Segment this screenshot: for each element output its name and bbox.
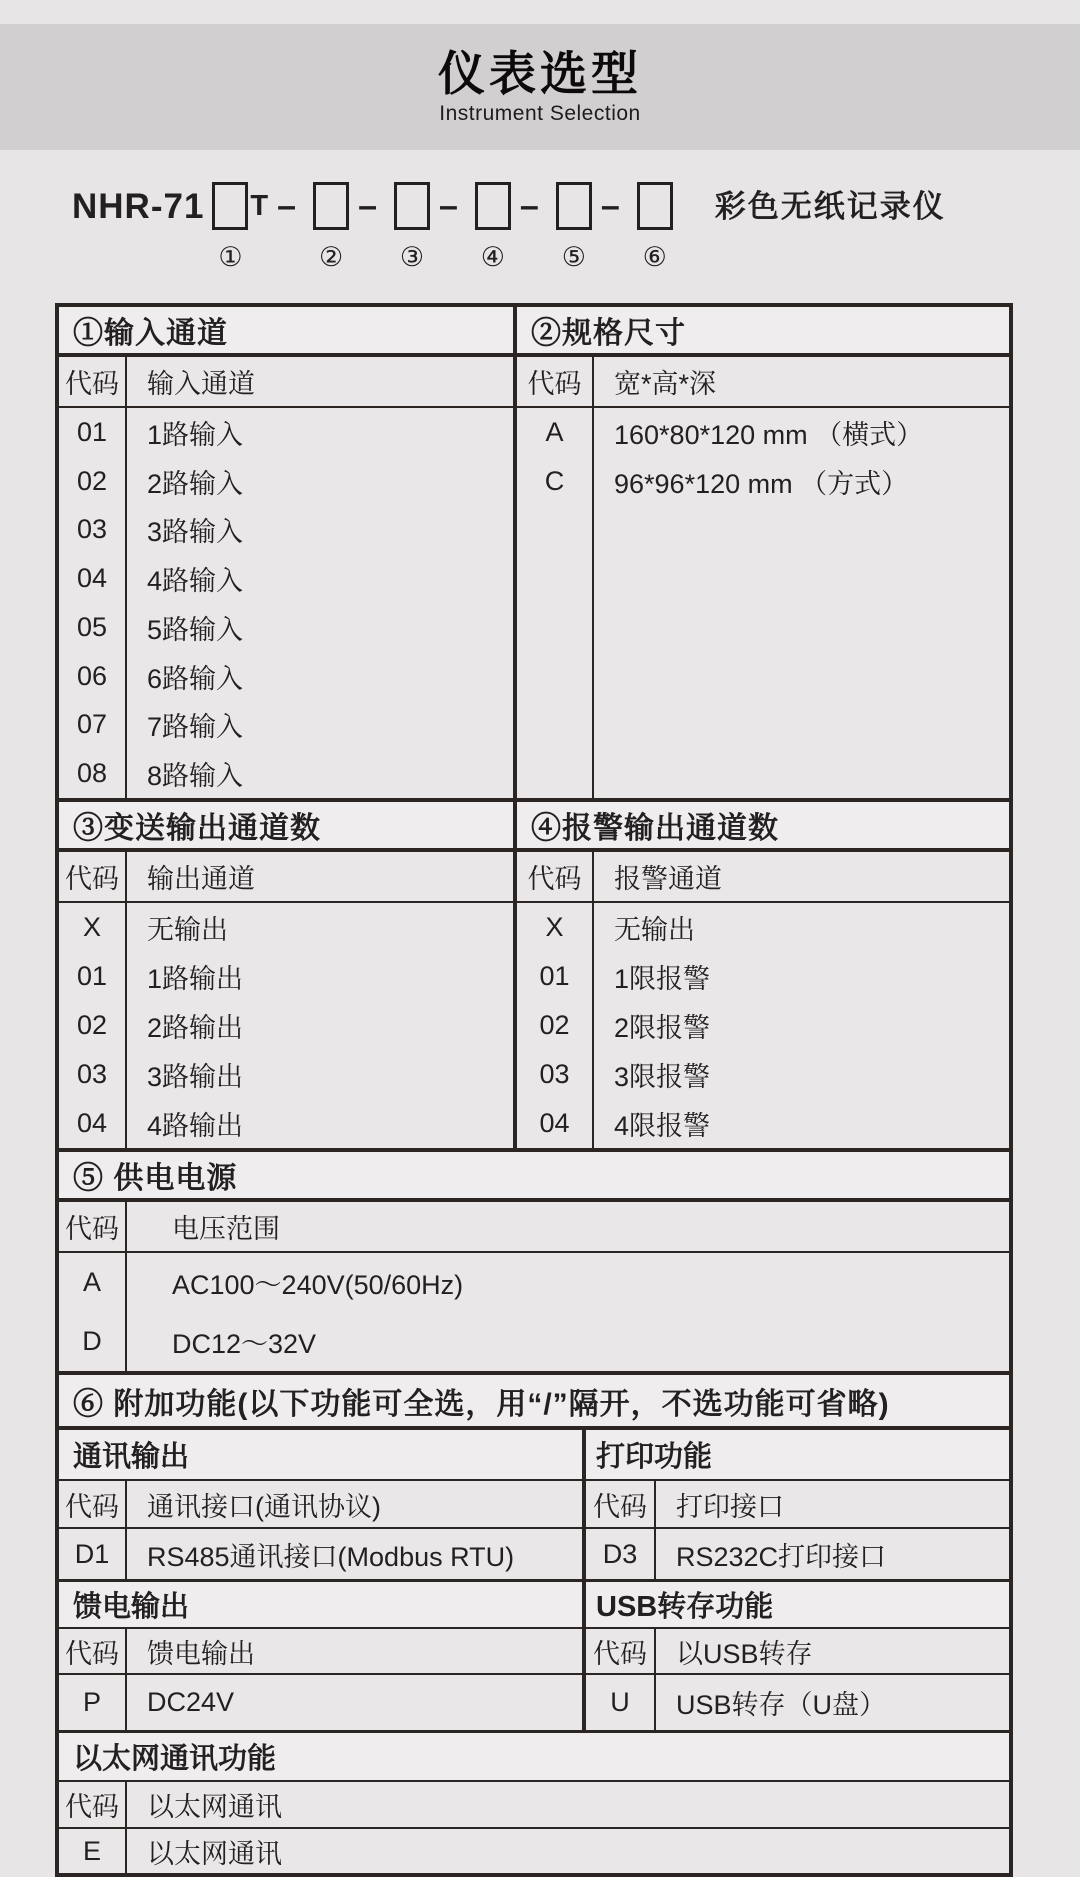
model-box-3: [394, 182, 430, 230]
section-2-column-headers: [517, 357, 1009, 408]
section-transmit-outputs: [59, 802, 517, 1148]
row-label: 3路输出: [147, 1062, 244, 1092]
selection-table: [55, 303, 1013, 1877]
section-alarm-outputs: [517, 802, 1009, 1148]
model-box-1: [212, 182, 248, 230]
dash-separator: –: [519, 187, 539, 225]
comm-row: [59, 1527, 582, 1579]
block-comm-print: [59, 1426, 1009, 1730]
row-label: 96*96*120 mm （方式）: [614, 469, 909, 499]
section-1-column-headers: [59, 357, 513, 408]
column-header: 以USB转存: [676, 1638, 813, 1669]
model-prefix: NHR-71: [72, 187, 205, 226]
top-strip: [0, 0, 1080, 24]
column-header: 报警通道: [614, 864, 722, 894]
code-header: 代码: [59, 1202, 127, 1251]
feed-title: 馈电输出: [59, 1579, 582, 1627]
section-2-rows: [517, 408, 1009, 798]
column-header: 输出通道: [147, 864, 255, 894]
code-header: 代码: [517, 852, 594, 901]
filler-cell: [594, 506, 1009, 798]
model-slot-6: [637, 182, 673, 273]
subsection-ethernet: [59, 1730, 1009, 1873]
section-4-rows: [517, 903, 1009, 1148]
slot-number-6: ⑥: [642, 242, 667, 272]
usb-title: USB转存功能: [586, 1579, 1009, 1627]
section-dimensions: [517, 307, 1009, 798]
title-band: [0, 24, 1080, 150]
model-slot-2: [313, 182, 349, 273]
row-code: 04: [59, 554, 127, 603]
slot-number-4: ④: [480, 242, 506, 272]
code-header: 代码: [586, 1629, 656, 1673]
usb-column-headers: [586, 1627, 1009, 1673]
comm-title: 通讯输出: [59, 1430, 582, 1479]
code-header: 代码: [59, 1629, 127, 1673]
subsection-print: [586, 1430, 1009, 1730]
section-additional-functions: [59, 1371, 1009, 1426]
ethernet-row: [59, 1827, 1009, 1873]
row-label: 1路输出: [147, 964, 244, 994]
model-slot-4: [475, 182, 511, 273]
dash-separator: –: [277, 187, 297, 225]
code-header: 代码: [59, 1481, 127, 1527]
print-row: [586, 1527, 1009, 1579]
model-box-5: [556, 182, 592, 230]
dash-separator: –: [438, 187, 458, 225]
row-label: 7路输入: [147, 712, 244, 743]
row-code: 02: [59, 457, 127, 506]
row-code: 07: [59, 701, 127, 750]
row-label: 1路输入: [147, 419, 244, 450]
row-label: 8路输入: [147, 761, 244, 792]
row-label: 4路输出: [147, 1111, 244, 1141]
row-code: 04: [517, 1099, 594, 1148]
row-code: A: [517, 408, 594, 457]
column-header: 宽*高*深: [614, 369, 717, 399]
model-box-4: [475, 182, 511, 230]
row-label: 160*80*120 mm （横式）: [614, 420, 924, 450]
row-code: D3: [586, 1529, 656, 1579]
code-header: 代码: [517, 357, 594, 406]
row-code: X: [59, 903, 127, 952]
code-header: 代码: [59, 852, 127, 901]
column-header: 电压范围: [172, 1214, 280, 1244]
row-label: 3限报警: [614, 1062, 711, 1092]
column-header: 打印接口: [676, 1491, 784, 1522]
dash-separator: –: [358, 187, 377, 225]
row-label: 1限报警: [614, 964, 711, 994]
model-box-6: [637, 182, 673, 230]
section-3-rows: [59, 903, 513, 1148]
row-label: DC12～32V: [172, 1329, 317, 1359]
row-label: 4限报警: [614, 1111, 711, 1141]
row-code: 05: [59, 603, 127, 652]
section-5-column-headers: [59, 1202, 1009, 1253]
model-slot-1: [212, 182, 268, 273]
section-4-title: ④报警输出通道数: [517, 802, 1009, 852]
row-label: 2限报警: [614, 1013, 711, 1043]
row-code: 03: [59, 1050, 127, 1099]
subsection-comm-output: [59, 1430, 586, 1730]
section-input-channels: [59, 307, 517, 798]
model-box-1-suffix: T: [250, 190, 269, 222]
dash-separator: –: [600, 187, 620, 225]
comm-column-headers: [59, 1479, 582, 1527]
row-label: 5路输入: [147, 614, 244, 645]
section-2-title: ②规格尺寸: [517, 307, 1009, 357]
code-header: 代码: [586, 1481, 656, 1527]
row-code: X: [517, 903, 594, 952]
section-5-title: ⑤ 供电电源: [59, 1152, 1009, 1202]
model-code-line: [72, 182, 1080, 273]
row-code: 03: [59, 506, 127, 555]
row-code: D: [59, 1312, 127, 1371]
code-header: 代码: [59, 357, 127, 406]
row-label: 无输出: [614, 915, 695, 945]
row-code: 01: [59, 408, 127, 457]
feed-column-headers: [59, 1627, 582, 1673]
row-label: RS485通讯接口(Modbus RTU): [147, 1541, 515, 1572]
ethernet-title: 以太网通讯功能: [59, 1733, 1009, 1780]
section-5-rows: [59, 1253, 1009, 1371]
feed-row: [59, 1673, 582, 1730]
print-column-headers: [586, 1479, 1009, 1527]
row-label: 无输出: [147, 915, 228, 945]
section-1-title: ①输入通道: [59, 307, 513, 357]
block-section-1-2: [59, 307, 1009, 798]
section-6-title: ⑥ 附加功能(以下功能可全选，用“/”隔开，不选功能可省略): [59, 1375, 1009, 1426]
slot-number-5: ⑤: [561, 242, 586, 272]
row-code: P: [59, 1675, 127, 1730]
row-code: 02: [59, 1001, 127, 1050]
row-code: 08: [59, 749, 127, 798]
column-header: 通讯接口(通讯协议): [147, 1491, 381, 1522]
page-title: 仪表选型: [438, 47, 642, 101]
row-code: D1: [59, 1529, 127, 1579]
code-header: 代码: [59, 1782, 127, 1827]
section-3-column-headers: [59, 852, 513, 903]
row-code: 01: [517, 952, 594, 1001]
model-box-2: [313, 182, 349, 230]
row-code: C: [517, 457, 594, 506]
row-label: RS232C打印接口: [676, 1541, 887, 1572]
row-code: 06: [59, 652, 127, 701]
slot-number-1: ①: [218, 242, 243, 272]
block-section-3-4: [59, 798, 1009, 1148]
ethernet-column-headers: [59, 1780, 1009, 1827]
row-label: 2路输入: [147, 468, 244, 499]
usb-row: [586, 1673, 1009, 1730]
row-label: 3路输入: [147, 517, 244, 548]
row-label: 6路输入: [147, 663, 244, 694]
section-4-column-headers: [517, 852, 1009, 903]
row-label: AC100～240V(50/60Hz): [172, 1270, 464, 1300]
row-code: 03: [517, 1050, 594, 1099]
row-code: U: [586, 1675, 656, 1730]
column-header: 馈电输出: [147, 1638, 255, 1669]
section-3-title: ③变送输出通道数: [59, 802, 513, 852]
filler-cell: [517, 506, 594, 798]
print-title: 打印功能: [586, 1430, 1009, 1479]
slot-number-2: ②: [318, 242, 344, 272]
model-slot-3: [394, 182, 430, 273]
column-header: 以太网通讯: [147, 1792, 282, 1822]
row-code: 04: [59, 1099, 127, 1148]
product-name: 彩色无纸记录仪: [714, 189, 946, 224]
slot-number-3: ③: [399, 242, 425, 272]
row-code: 02: [517, 1001, 594, 1050]
column-header: 输入通道: [147, 369, 255, 399]
section-power-supply: [59, 1148, 1009, 1371]
row-label: 以太网通讯: [147, 1838, 282, 1869]
row-code: 01: [59, 952, 127, 1001]
row-label: 2路输出: [147, 1013, 244, 1043]
row-code: E: [59, 1829, 127, 1873]
row-code: A: [59, 1253, 127, 1312]
page-subtitle: Instrument Selection: [439, 101, 641, 125]
section-1-rows: [59, 408, 513, 798]
row-label: USB转存（U盘）: [676, 1690, 887, 1720]
row-label: 4路输入: [147, 566, 244, 597]
model-slot-5: [556, 182, 592, 273]
row-label: DC24V: [147, 1687, 235, 1717]
